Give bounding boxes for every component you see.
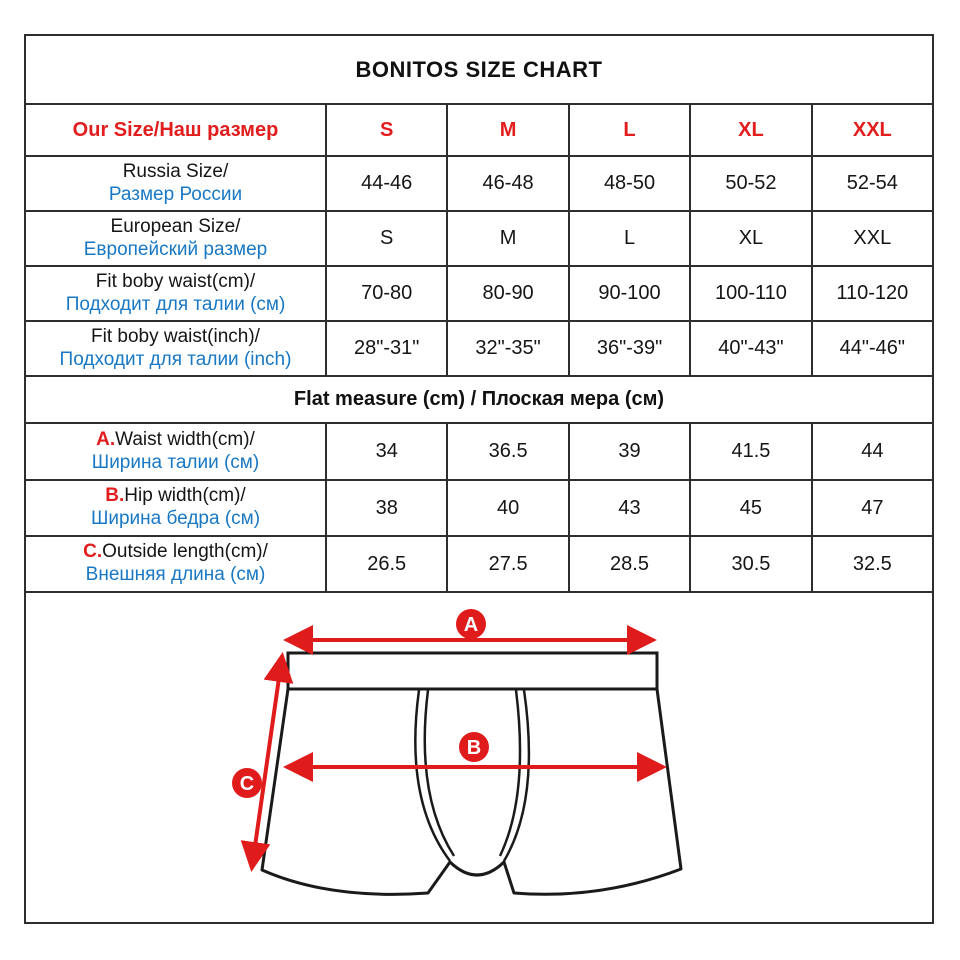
row-label: Russia Size/ Размер России [26, 157, 327, 210]
flat-measure-header: Flat measure (cm) / Плоская мера (см) [293, 388, 665, 410]
cell-value: 45 [691, 481, 812, 535]
header-label: Our Size/Наш размер [72, 119, 279, 141]
cell-value: XXL [853, 227, 892, 249]
size-chart-table [24, 34, 934, 924]
cell-value: 44"-46" [839, 337, 905, 359]
cell-value: 39 [570, 424, 691, 479]
cell-value: 110-120 [836, 282, 909, 304]
label-c: C [239, 773, 255, 795]
cell-value: 80-90 [448, 267, 569, 320]
cell-value: XL [691, 212, 812, 265]
flat-measure-header-row [26, 377, 932, 424]
cell-value: 34 [327, 424, 448, 479]
label-b: B [466, 737, 482, 759]
cell-value: 36"-39" [570, 322, 691, 375]
cell-value: 32"-35" [448, 322, 569, 375]
measure-letter-b: B. [105, 485, 125, 507]
measure-letter-c: C. [83, 541, 103, 563]
cell-value: 40"-43" [691, 322, 812, 375]
cell-value: 43 [570, 481, 691, 535]
header-size-s: S [327, 105, 448, 155]
page-title: BONITOS SIZE CHART [355, 56, 603, 82]
cell-value: 50-52 [691, 157, 812, 210]
cell-value: 26.5 [327, 537, 448, 591]
cell-value: 28.5 [570, 537, 691, 591]
cell-value: 44-46 [327, 157, 448, 210]
table-row-fit-waist-cm [26, 267, 932, 322]
cell-value: 46-48 [448, 157, 569, 210]
boxer-measurement-diagram [26, 593, 932, 922]
cell-value: M [448, 212, 569, 265]
size-header-row [26, 105, 932, 157]
boxer-body-outline [262, 689, 681, 894]
row-label: C.Outside length(cm)/ Внешняя длина (см) [26, 537, 327, 591]
table-row-european-size [26, 212, 932, 267]
header-size-xl: XL [691, 105, 812, 155]
table-row-russia-size [26, 157, 932, 212]
flat-measure-header-cell [26, 377, 932, 422]
row-label: A.Waist width(cm)/ Ширина талии (см) [26, 424, 327, 479]
measurement-diagram-row [26, 593, 932, 922]
cell-value: 100-110 [691, 267, 812, 320]
header-size-l: L [570, 105, 691, 155]
cell-value: 44 [861, 440, 884, 462]
row-label: Fit boby waist(inch)/ Подходит для талии (inch) [26, 322, 327, 375]
table-row-waist-width [26, 424, 932, 481]
row-label: Fit boby waist(cm)/ Подходит для талии (см) [26, 267, 327, 320]
cell-value: 38 [327, 481, 448, 535]
cell-value: 27.5 [448, 537, 569, 591]
cell-value: 48-50 [570, 157, 691, 210]
row-label: European Size/ Европейский размер [26, 212, 327, 265]
cell-value: 40 [448, 481, 569, 535]
header-label-cell [26, 105, 327, 155]
cell-value: 47 [861, 496, 884, 519]
cell-value: S [327, 212, 448, 265]
table-row-fit-waist-inch [26, 322, 932, 377]
cell-value: 28"-31" [327, 322, 448, 375]
cell-value: 36.5 [448, 424, 569, 479]
measure-letter-a: A. [96, 428, 116, 450]
cell-value: 30.5 [691, 537, 812, 591]
label-a: A [463, 614, 479, 636]
cell-value: 41.5 [691, 424, 812, 479]
row-label: B.Hip width(cm)/ Ширина бедра (см) [26, 481, 327, 535]
title-cell [26, 36, 932, 103]
cell-value: L [570, 212, 691, 265]
header-size-m: M [448, 105, 569, 155]
table-row-hip-width [26, 481, 932, 537]
cell-value: 70-80 [327, 267, 448, 320]
cell-value: 32.5 [852, 552, 892, 575]
header-size-xxl: XXL [852, 118, 892, 141]
cell-value: 52-54 [846, 172, 898, 194]
title-row [26, 36, 932, 105]
table-row-outside-length [26, 537, 932, 593]
boxer-waistband [288, 653, 657, 689]
cell-value: 90-100 [570, 267, 691, 320]
